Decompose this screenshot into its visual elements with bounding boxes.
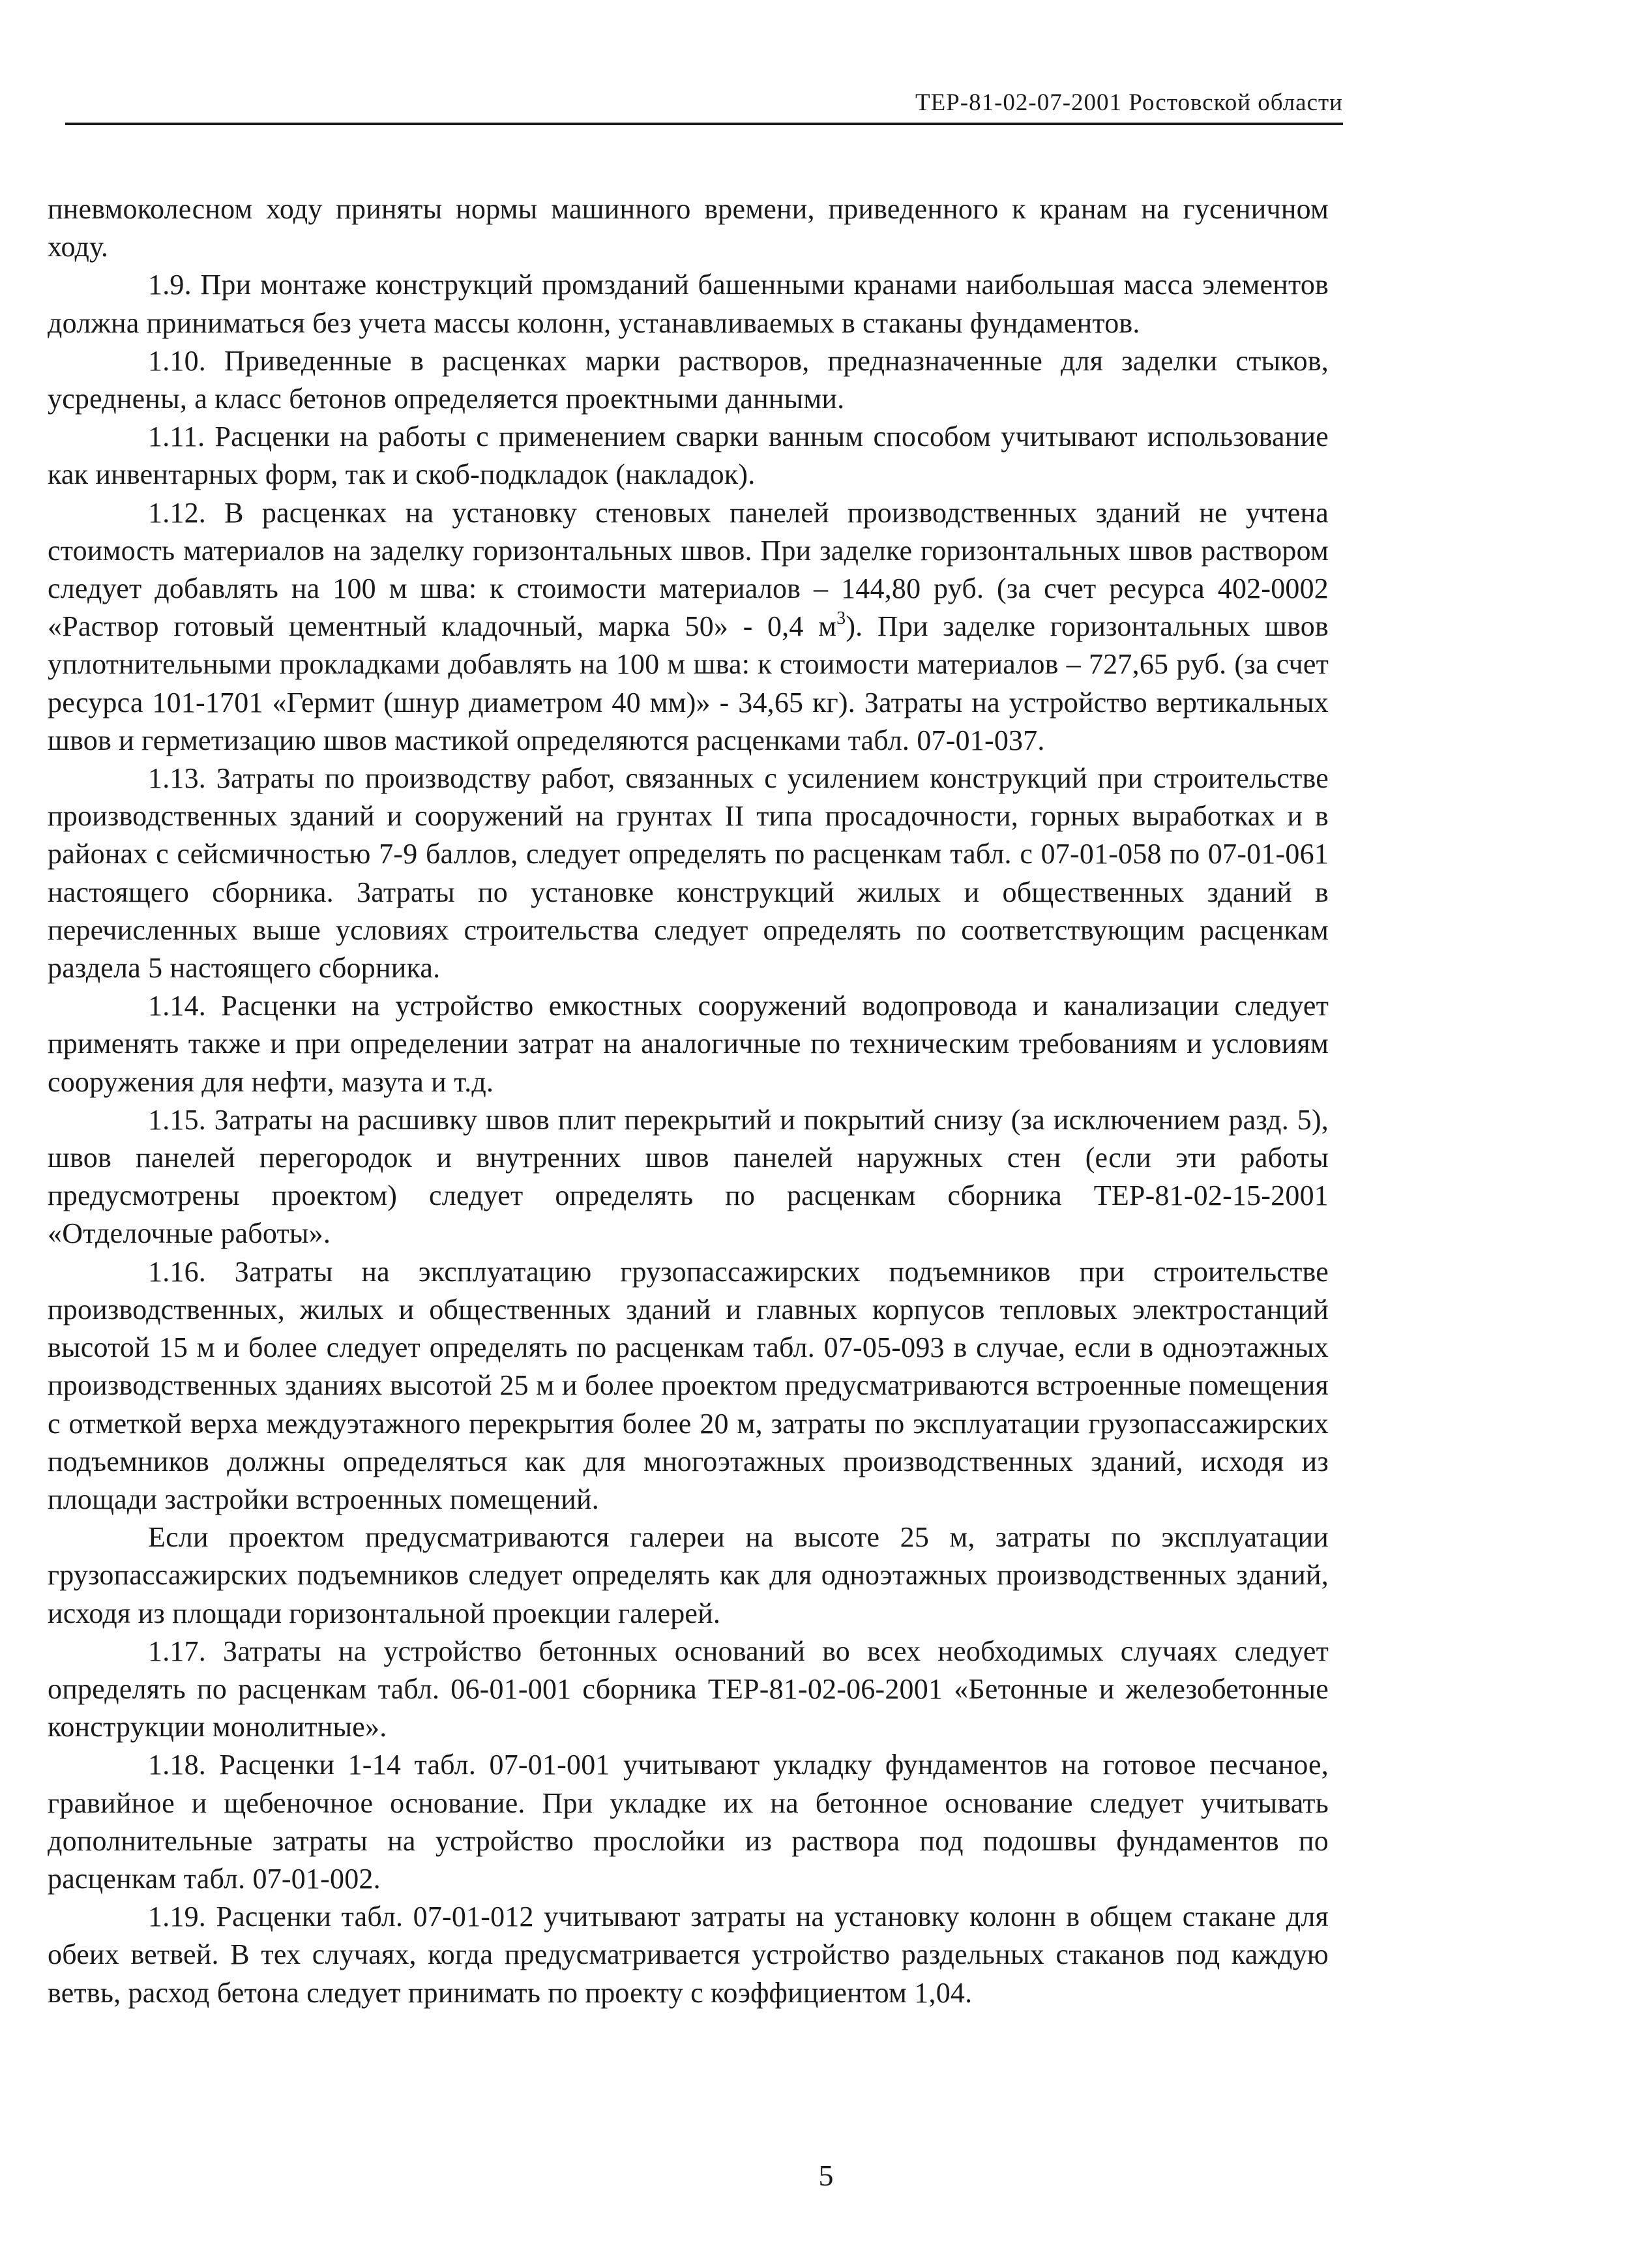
page-number: 5 [818, 2159, 834, 2192]
paragraph-1-12-part-b: ). При заделке горизонтальных швов уплотнительными прокладками добавлять на 100 м шва: к стоимости материалов – 727,65 руб. (за счет ресурса 101-1701 «Гермит (шнур диаметром 40 мм)» - 34,65 кг). Затраты на устройство вертикальных швов и герметизацию швов мастикой определяются расценками табл. 07-01-037. [48, 610, 1329, 756]
running-title: ТЕР-81-02-07-2001 Ростовской области [915, 89, 1343, 116]
paragraph-1-16-continued: Если проектом предусматриваются галереи на высоте 25 м, затраты по эксплуатации грузопассажирских подъемников следует определять как для одноэтажных производственных зданий, исходя из площади горизонтальной проекции галерей. [48, 1521, 1329, 1629]
paragraph-1-17: 1.17. Затраты на устройство бетонных оснований во всех необходимых случаях следует определять по расценкам табл. 06-01-001 сборника ТЕР-81-02-06-2001 «Бетонные и железобетонные конструкции монолитные». [48, 1635, 1329, 1743]
paragraph-1-18: 1.18. Расценки 1-14 табл. 07-01-001 учитывают укладку фундаментов на готовое песчаное, гравийное и щебеночное основание. При укладке их на бетонное основание следует учитывать дополнительные затраты на устройство прослойки из раствора под подошвы фундаментов по расценкам табл. 07-01-002. [48, 1749, 1329, 1895]
cubic-superscript: 3 [836, 608, 846, 629]
paragraph-1-12-part-a: 1.12. В расценках на установку стеновых панелей производственных зданий не учтена стоимость материалов на заделку горизонтальных швов. При заделке горизонтальных швов раствором следует добавлять на 100 м шва: к стоимости материалов – 144,80 руб. (за счет ресурса 402-0002 «Раствор готовый цементный кладочный, марка 50» - 0,4 м [48, 496, 1329, 643]
document-body [48, 190, 1329, 2012]
paragraph-1-13: 1.13. Затраты по производству работ, связанных с усилением конструкций при строительстве производственных зданий и сооружений на грунтах II типа просадочности, горных выработках и в районах с сейсмичностью 7-9 баллов, следует определять по расценкам табл. с 07-01-058 по 07-01-061 настоящего сборника. Затраты по установке конструкций жилых и общественных зданий в перечисленных выше условиях строительства следует определять по соответствующим расценкам раздела 5 настоящего сборника. [48, 762, 1329, 985]
paragraph-1-19: 1.19. Расценки табл. 07-01-012 учитывают затраты на установку колонн в общем стакане для обеих ветвей. В тех случаях, когда предусматривается устройство раздельных стаканов под каждую ветвь, расход бетона следует принимать по проекту с коэффициентом 1,04. [48, 1901, 1329, 2009]
paragraph-1-16: 1.16. Затраты на эксплуатацию грузопассажирских подъемников при строительстве производственных, жилых и общественных зданий и главных корпусов тепловых электростанций высотой 15 м и более следует определять по расценкам табл. 07-05-093 в случае, если в одноэтажных производственных зданиях высотой 25 м и более проектом предусматриваются встроенные помещения с отметкой верха междуэтажного перекрытия более 20 м, затраты по эксплуатации грузопассажирских подъемников должны определяться как для многоэтажных производственных зданий, исходя из площади застройки встроенных помещений. [48, 1255, 1329, 1515]
paragraph-1-11: 1.11. Расценки на работы с применением сварки ванным способом учитывают использование как инвентарных форм, так и скоб-подкладок (накладок). [48, 421, 1329, 491]
paragraph-1-12 [48, 494, 1329, 760]
running-header [65, 83, 1343, 125]
paragraph-1-14: 1.14. Расценки на устройство емкостных сооружений водопровода и канализации следует применять также и при определении затрат на аналогичные по техническим требованиям и условиям сооружения для нефти, мазута и т.д. [48, 990, 1329, 1098]
paragraph-1-9: 1.9. При монтаже конструкций промзданий башенными кранами наибольшая масса элементов должна приниматься без учета массы колонн, устанавливаемых в стаканы фундаментов. [48, 269, 1329, 339]
paragraph-1-10: 1.10. Приведенные в расценках марки растворов, предназначенные для заделки стыков, усреднены, а класс бетонов определяется проектными данными. [48, 344, 1329, 415]
paragraph-continuation: пневмоколесном ходу приняты нормы машинного времени, приведенного к кранам на гусеничном ходу. [48, 193, 1329, 263]
paragraph-1-15: 1.15. Затраты на расшивку швов плит перекрытий и покрытий снизу (за исключением разд. 5), швов панелей перегородок и внутренних швов панелей наружных стен (если эти работы предусмотрены проектом) следует определять по расценкам сборника ТЕР-81-02-15-2001 «Отделочные работы». [48, 1103, 1329, 1250]
